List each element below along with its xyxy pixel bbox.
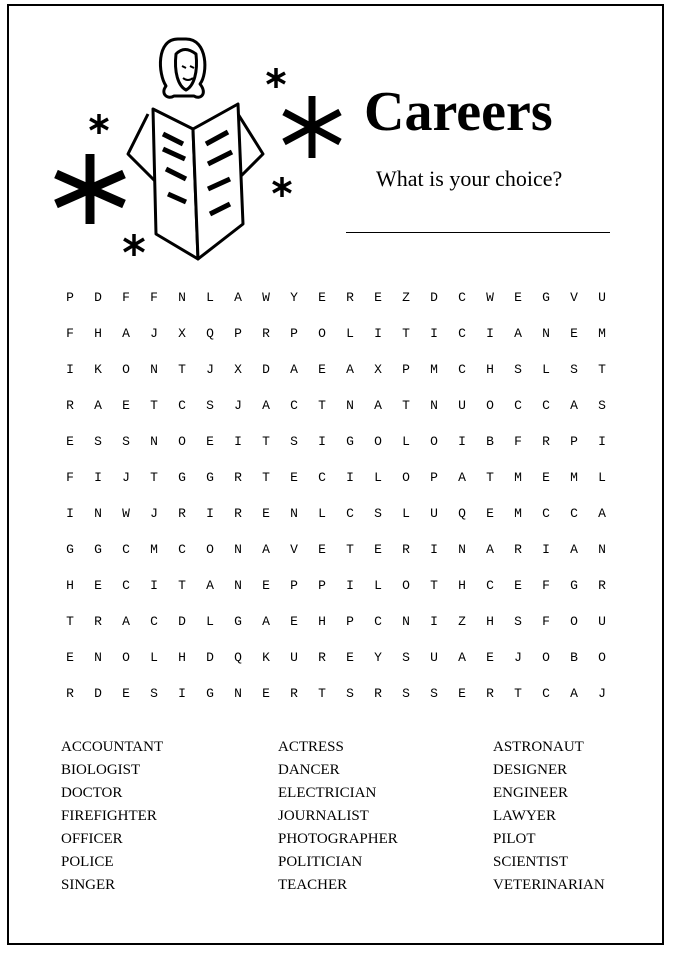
grid-letter: A xyxy=(458,650,466,665)
grid-letter: T xyxy=(262,434,270,449)
grid-letter: U xyxy=(430,650,438,665)
grid-letter: P xyxy=(402,362,410,377)
grid-letter: R xyxy=(178,506,186,521)
grid-letter: A xyxy=(122,326,130,341)
grid-letter: E xyxy=(318,290,326,305)
grid-letter: Q xyxy=(206,326,214,341)
grid-letter: N xyxy=(598,542,606,557)
grid-letter: C xyxy=(318,470,326,485)
grid-letter: I xyxy=(346,470,354,485)
grid-letter: O xyxy=(122,362,130,377)
grid-letter: R xyxy=(318,650,326,665)
word-list-item: LAWYER xyxy=(493,808,556,824)
reader-illustration xyxy=(48,34,348,264)
grid-letter: I xyxy=(66,506,74,521)
grid-letter: G xyxy=(570,578,578,593)
grid-letter: E xyxy=(486,650,494,665)
grid-letter: J xyxy=(122,470,130,485)
grid-letter: M xyxy=(514,506,522,521)
grid-letter: I xyxy=(458,434,466,449)
grid-letter: I xyxy=(430,542,438,557)
grid-letter: T xyxy=(346,542,354,557)
word-list-item: DESIGNER xyxy=(493,762,568,778)
grid-letter: N xyxy=(542,326,550,341)
grid-letter: I xyxy=(94,470,102,485)
grid-letter: O xyxy=(570,614,578,629)
grid-letter: L xyxy=(150,650,158,665)
grid-letter: O xyxy=(206,542,214,557)
grid-letter: A xyxy=(346,362,354,377)
grid-letter: D xyxy=(94,290,102,305)
grid-letter: E xyxy=(514,578,522,593)
grid-letter: E xyxy=(66,650,74,665)
grid-letter: M xyxy=(570,470,578,485)
grid-letter: C xyxy=(458,362,466,377)
grid-letter: G xyxy=(94,542,102,557)
word-list-item: ENGINEER xyxy=(493,785,568,801)
grid-letter: E xyxy=(318,542,326,557)
grid-letter: D xyxy=(430,290,438,305)
grid-letter: F xyxy=(66,470,74,485)
grid-letter: I xyxy=(178,686,186,701)
grid-letter: C xyxy=(178,542,186,557)
grid-letter: X xyxy=(234,362,242,377)
grid-letter: P xyxy=(290,326,298,341)
grid-letter: L xyxy=(374,470,382,485)
grid-letter: Y xyxy=(290,290,298,305)
word-list-item: ACCOUNTANT xyxy=(61,739,164,755)
grid-letter: E xyxy=(262,506,270,521)
grid-letter: P xyxy=(570,434,578,449)
grid-letter: Y xyxy=(374,650,382,665)
grid-letter: A xyxy=(234,290,242,305)
grid-letter: C xyxy=(150,614,158,629)
grid-letter: F xyxy=(542,578,550,593)
grid-letter: A xyxy=(206,578,214,593)
grid-letter: M xyxy=(150,542,158,557)
grid-letter: E xyxy=(290,614,298,629)
grid-letter: E xyxy=(122,398,130,413)
grid-letter: N xyxy=(458,542,466,557)
grid-letter: N xyxy=(150,362,158,377)
grid-letter: E xyxy=(570,326,578,341)
grid-letter: S xyxy=(430,686,438,701)
word-list-item: DANCER xyxy=(278,762,340,778)
grid-letter: E xyxy=(374,542,382,557)
grid-letter: N xyxy=(150,434,158,449)
word-list-item: VETERINARIAN xyxy=(493,877,605,893)
word-list-item: SINGER xyxy=(61,877,116,893)
grid-letter: H xyxy=(486,614,494,629)
grid-letter: I xyxy=(66,362,74,377)
grid-letter: W xyxy=(262,290,270,305)
grid-letter: Q xyxy=(234,650,242,665)
grid-letter: O xyxy=(178,434,186,449)
grid-letter: J xyxy=(598,686,606,701)
grid-letter: A xyxy=(122,614,130,629)
grid-letter: A xyxy=(94,398,102,413)
grid-letter: S xyxy=(598,398,606,413)
grid-letter: H xyxy=(318,614,326,629)
grid-letter: L xyxy=(402,506,410,521)
grid-letter: F xyxy=(150,290,158,305)
grid-letter: J xyxy=(234,398,242,413)
grid-letter: E xyxy=(346,650,354,665)
grid-letter: C xyxy=(374,614,382,629)
grid-letter: A xyxy=(458,470,466,485)
grid-letter: A xyxy=(570,686,578,701)
grid-letter: C xyxy=(178,398,186,413)
grid-letter: S xyxy=(514,614,522,629)
word-list-item: FIREFIGHTER xyxy=(61,808,157,824)
grid-letter: R xyxy=(598,578,606,593)
grid-letter: N xyxy=(402,614,410,629)
grid-letter: O xyxy=(430,434,438,449)
grid-letter: P xyxy=(234,326,242,341)
asterisk-icon xyxy=(284,96,340,158)
grid-letter: K xyxy=(262,650,270,665)
grid-letter: O xyxy=(374,434,382,449)
grid-letter: O xyxy=(542,650,550,665)
grid-letter: C xyxy=(458,290,466,305)
person-icon xyxy=(128,39,263,259)
grid-letter: F xyxy=(514,434,522,449)
grid-letter: T xyxy=(430,578,438,593)
grid-letter: O xyxy=(486,398,494,413)
grid-letter: F xyxy=(542,614,550,629)
grid-letter: E xyxy=(262,686,270,701)
grid-letter: C xyxy=(122,578,130,593)
grid-letter: U xyxy=(598,614,606,629)
grid-letter: T xyxy=(178,362,186,377)
grid-letter: P xyxy=(318,578,326,593)
grid-letter: C xyxy=(514,398,522,413)
grid-letter: E xyxy=(262,578,270,593)
grid-letter: R xyxy=(66,398,74,413)
word-list-item: ELECTRICIAN xyxy=(278,785,377,801)
grid-letter: U xyxy=(430,506,438,521)
grid-letter: S xyxy=(514,362,522,377)
word-list-item: DOCTOR xyxy=(61,785,123,801)
grid-letter: A xyxy=(262,398,270,413)
grid-letter: U xyxy=(290,650,298,665)
word-list-item: ACTRESS xyxy=(278,739,344,755)
grid-letter: L xyxy=(318,506,326,521)
grid-letter: X xyxy=(178,326,186,341)
grid-letter: B xyxy=(570,650,578,665)
grid-letter: O xyxy=(402,578,410,593)
grid-letter: C xyxy=(290,398,298,413)
grid-letter: L xyxy=(402,434,410,449)
grid-letter: N xyxy=(94,506,102,521)
grid-letter: R xyxy=(402,542,410,557)
word-list-item: POLICE xyxy=(61,854,114,870)
grid-letter: N xyxy=(346,398,354,413)
grid-letter: E xyxy=(542,470,550,485)
page-title: Careers xyxy=(364,81,553,143)
grid-letter: A xyxy=(486,542,494,557)
grid-letter: Q xyxy=(458,506,466,521)
grid-letter: T xyxy=(402,326,410,341)
grid-letter: B xyxy=(486,434,494,449)
grid-letter: P xyxy=(346,614,354,629)
word-list-item: OFFICER xyxy=(61,831,123,847)
grid-letter: I xyxy=(486,326,494,341)
grid-letter: C xyxy=(486,578,494,593)
grid-letter: E xyxy=(318,362,326,377)
grid-letter: L xyxy=(598,470,606,485)
grid-letter: J xyxy=(150,506,158,521)
grid-letter: N xyxy=(178,290,186,305)
grid-letter: F xyxy=(122,290,130,305)
grid-letter: J xyxy=(150,326,158,341)
grid-letter: T xyxy=(318,398,326,413)
grid-letter: I xyxy=(542,542,550,557)
grid-letter: E xyxy=(94,578,102,593)
grid-letter: T xyxy=(318,686,326,701)
grid-letter: T xyxy=(514,686,522,701)
grid-letter: N xyxy=(234,578,242,593)
word-list-item: POLITICIAN xyxy=(278,854,363,870)
grid-letter: R xyxy=(290,686,298,701)
grid-letter: N xyxy=(430,398,438,413)
grid-letter: D xyxy=(94,686,102,701)
grid-letter: R xyxy=(542,434,550,449)
grid-letter: H xyxy=(66,578,74,593)
grid-letter: Z xyxy=(402,290,410,305)
page-subtitle: What is your choice? xyxy=(376,166,563,191)
grid-letter: G xyxy=(206,686,214,701)
grid-letter: D xyxy=(206,650,214,665)
grid-letter: U xyxy=(598,290,606,305)
grid-letter: I xyxy=(150,578,158,593)
grid-letter: H xyxy=(486,362,494,377)
grid-letter: U xyxy=(458,398,466,413)
grid-letter: S xyxy=(374,506,382,521)
word-list-item: BIOLOGIST xyxy=(61,762,141,778)
grid-letter: G xyxy=(66,542,74,557)
grid-letter: E xyxy=(374,290,382,305)
grid-letter: C xyxy=(122,542,130,557)
word-list-item: PHOTOGRAPHER xyxy=(278,831,398,847)
grid-letter: M xyxy=(598,326,606,341)
grid-letter: S xyxy=(206,398,214,413)
word-list-item: ASTRONAUT xyxy=(493,739,584,755)
grid-letter: N xyxy=(290,506,298,521)
grid-letter: O xyxy=(122,650,130,665)
grid-letter: R xyxy=(66,686,74,701)
grid-letter: D xyxy=(178,614,186,629)
grid-letter: E xyxy=(206,434,214,449)
grid-letter: E xyxy=(66,434,74,449)
grid-letter: C xyxy=(458,326,466,341)
grid-letter: T xyxy=(262,470,270,485)
grid-letter: N xyxy=(234,542,242,557)
grid-letter: W xyxy=(486,290,494,305)
grid-letter: H xyxy=(178,650,186,665)
grid-letter: C xyxy=(570,506,578,521)
grid-letter: T xyxy=(402,398,410,413)
grid-letter: R xyxy=(486,686,494,701)
grid-letter: T xyxy=(178,578,186,593)
word-list-item: TEACHER xyxy=(278,877,348,893)
grid-letter: O xyxy=(598,650,606,665)
grid-letter: R xyxy=(234,470,242,485)
grid-letter: E xyxy=(290,470,298,485)
grid-letter: G xyxy=(178,470,186,485)
word-list-item: PILOT xyxy=(493,831,536,847)
grid-letter: F xyxy=(66,326,74,341)
word-list-item: SCIENTIST xyxy=(493,854,568,870)
grid-letter: I xyxy=(234,434,242,449)
grid-letter: X xyxy=(374,362,382,377)
grid-letter: L xyxy=(206,290,214,305)
grid-letter: M xyxy=(514,470,522,485)
grid-letter: A xyxy=(570,398,578,413)
grid-letter: A xyxy=(514,326,522,341)
grid-letter: I xyxy=(346,578,354,593)
grid-letter: K xyxy=(94,362,102,377)
grid-letter: A xyxy=(262,542,270,557)
grid-letter: A xyxy=(374,398,382,413)
grid-letter: C xyxy=(542,398,550,413)
grid-letter: C xyxy=(542,686,550,701)
grid-letter: C xyxy=(346,506,354,521)
grid-letter: T xyxy=(486,470,494,485)
word-list-item: JOURNALIST xyxy=(278,808,369,824)
grid-letter: E xyxy=(458,686,466,701)
asterisk-icon xyxy=(56,154,124,224)
grid-letter: I xyxy=(374,326,382,341)
grid-letter: I xyxy=(206,506,214,521)
grid-letter: W xyxy=(122,506,130,521)
grid-letter: S xyxy=(570,362,578,377)
grid-letter: S xyxy=(402,686,410,701)
grid-letter: T xyxy=(150,398,158,413)
grid-letter: E xyxy=(122,686,130,701)
grid-letter: A xyxy=(262,614,270,629)
grid-letter: J xyxy=(514,650,522,665)
grid-letter: L xyxy=(542,362,550,377)
grid-letter: C xyxy=(542,506,550,521)
answer-line xyxy=(346,232,610,233)
grid-letter: P xyxy=(290,578,298,593)
grid-letter: A xyxy=(598,506,606,521)
grid-letter: G xyxy=(206,470,214,485)
grid-letter: E xyxy=(486,506,494,521)
grid-letter: H xyxy=(458,578,466,593)
grid-letter: P xyxy=(430,470,438,485)
grid-letter: G xyxy=(346,434,354,449)
grid-letter: G xyxy=(234,614,242,629)
grid-letter: H xyxy=(94,326,102,341)
grid-letter: Z xyxy=(458,614,466,629)
grid-letter: O xyxy=(318,326,326,341)
grid-letter: D xyxy=(262,362,270,377)
grid-letter: E xyxy=(514,290,522,305)
grid-letter: R xyxy=(234,506,242,521)
grid-letter: O xyxy=(402,470,410,485)
grid-letter: S xyxy=(402,650,410,665)
grid-letter: I xyxy=(430,614,438,629)
grid-letter: T xyxy=(150,470,158,485)
grid-letter: V xyxy=(570,290,578,305)
grid-letter: T xyxy=(598,362,606,377)
grid-letter: I xyxy=(598,434,606,449)
grid-letter: M xyxy=(430,362,438,377)
grid-letter: S xyxy=(122,434,130,449)
grid-letter: P xyxy=(66,290,74,305)
grid-letter: J xyxy=(206,362,214,377)
grid-letter: G xyxy=(542,290,550,305)
grid-letter: R xyxy=(346,290,354,305)
grid-letter: N xyxy=(234,686,242,701)
grid-letter: R xyxy=(514,542,522,557)
grid-letter: S xyxy=(290,434,298,449)
grid-letter: L xyxy=(206,614,214,629)
grid-letter: A xyxy=(290,362,298,377)
grid-letter: S xyxy=(94,434,102,449)
grid-letter: L xyxy=(346,326,354,341)
grid-letter: N xyxy=(94,650,102,665)
grid-letter: L xyxy=(374,578,382,593)
grid-letter: R xyxy=(262,326,270,341)
grid-letter: I xyxy=(430,326,438,341)
grid-letter: T xyxy=(66,614,74,629)
grid-letter: R xyxy=(374,686,382,701)
grid-letter: A xyxy=(570,542,578,557)
grid-letter: S xyxy=(150,686,158,701)
grid-letter: R xyxy=(94,614,102,629)
grid-letter: V xyxy=(290,542,298,557)
grid-letter: S xyxy=(346,686,354,701)
grid-letter: I xyxy=(318,434,326,449)
